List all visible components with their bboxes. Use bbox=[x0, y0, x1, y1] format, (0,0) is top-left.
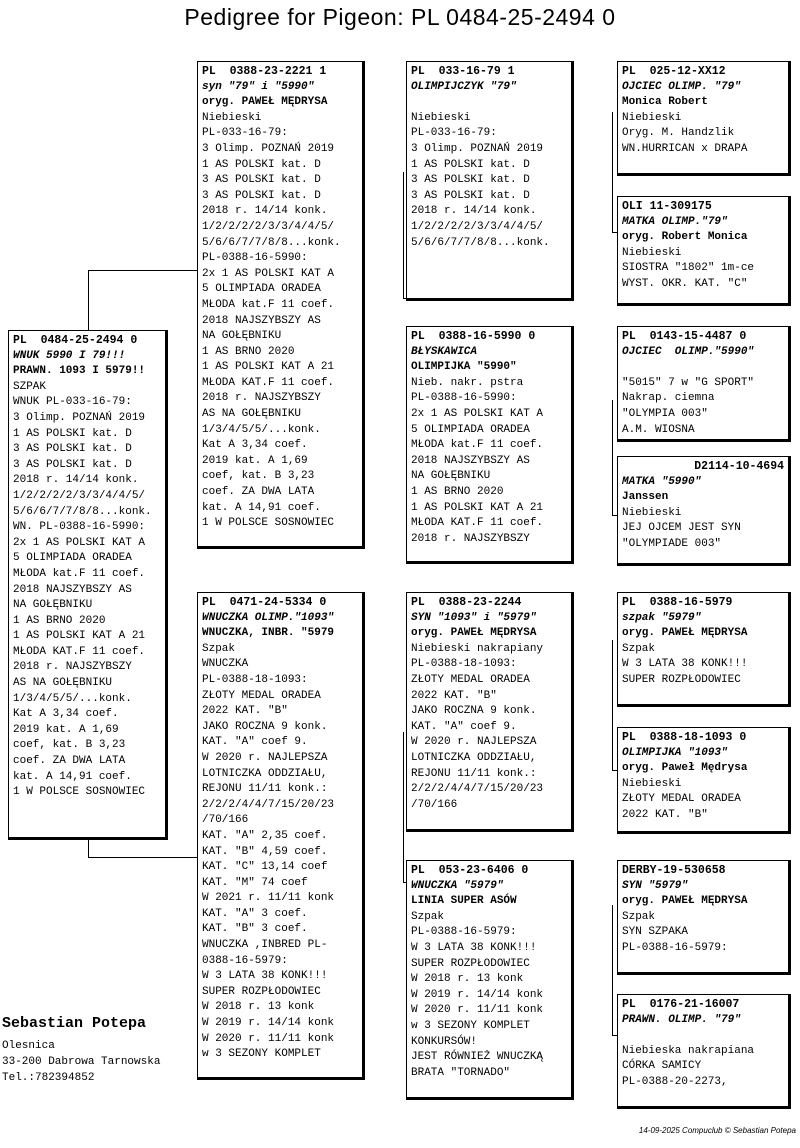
pigeon-detail-line: 5 OLIMPIADA ORADEA bbox=[202, 283, 321, 296]
page-title: Pedigree for Pigeon: PL 0484-25-2494 0 bbox=[184, 4, 616, 30]
pigeon-detail-line: W 2020 r. 11/11 konk bbox=[411, 1004, 544, 1017]
pigeon-subtitle bbox=[622, 360, 784, 376]
pigeon-detail-line: LOTNICZKA ODDZIAŁU, bbox=[202, 767, 328, 780]
connector-line bbox=[612, 905, 613, 1035]
pigeon-detail-line: SIOSTRA "1802" 1m-ce bbox=[622, 262, 755, 275]
pigeon-detail-line: PL-0388-16-5979: bbox=[622, 941, 728, 954]
pigeon-detail-line: Oryg. M. Handzlik bbox=[622, 127, 735, 140]
connector-line bbox=[403, 732, 404, 882]
pigeon-detail-line: JEJ OJCEM JEST SYN bbox=[622, 522, 741, 535]
pigeon-subtitle: oryg. Paweł Mędrysa bbox=[622, 762, 748, 775]
pigeon-subtitle bbox=[411, 95, 567, 111]
pigeon-name: syn "79" i "5990" bbox=[202, 80, 315, 93]
pigeon-detail-line: A.M. WIOSNA bbox=[622, 423, 695, 436]
pigeon-detail-line: coef, kat. B 3,23 bbox=[13, 739, 126, 752]
pigeon-detail-line: 1 AS BRNO 2020 bbox=[202, 345, 295, 358]
pigeon-card-mmf[interactable] bbox=[617, 860, 791, 975]
pigeon-subtitle: Janssen bbox=[622, 491, 669, 504]
pigeon-detail-line: PL-0388-16-5990: bbox=[202, 252, 308, 265]
pigeon-detail-line: 5/6/6/7/7/8/8...konk. bbox=[13, 505, 152, 518]
pigeon-detail-line: 1 AS POLSKI KAT A 21 bbox=[202, 361, 335, 374]
pigeon-ring-id: PL 033-16-79 1 bbox=[411, 65, 515, 78]
footer-credit: 14-09-2025 Compuclub © Sebastian Potepa bbox=[638, 1126, 796, 1135]
pigeon-name: WNUCZKA "5979" bbox=[411, 879, 504, 892]
pigeon-card-mmm[interactable] bbox=[617, 994, 791, 1109]
pigeon-detail-line: 2018 NAJSZYBSZY AS bbox=[202, 314, 321, 327]
pigeon-detail-line: WNUCZKA ,INBRED PL- bbox=[202, 939, 328, 952]
pigeon-detail-line: WNUK PL-033-16-79: bbox=[13, 396, 132, 409]
pigeon-detail-line: REJONU 11/11 konk.: bbox=[202, 783, 328, 796]
pigeon-card-father[interactable] bbox=[197, 61, 365, 549]
pigeon-detail-line: Niebieski bbox=[622, 246, 682, 259]
pigeon-detail-line: /70/166 bbox=[411, 798, 458, 811]
connector-line bbox=[88, 270, 198, 271]
pigeon-detail-line: JEST RÓWNIEŻ WNUCZKĄ bbox=[411, 1051, 544, 1064]
pigeon-detail-line: Niebieski bbox=[622, 111, 682, 124]
pigeon-detail-line: 2019 kat. A 1,69 bbox=[202, 454, 308, 467]
pigeon-name: PRAWN. OLIMP. "79" bbox=[622, 1013, 741, 1026]
pigeon-detail-line: W 3 LATA 38 KONK!!! bbox=[622, 658, 748, 671]
pigeon-ring-id: PL 0388-23-2221 1 bbox=[202, 65, 327, 78]
pigeon-subtitle: oryg. Robert Monica bbox=[622, 231, 748, 244]
pigeon-card-mfm[interactable] bbox=[617, 727, 791, 834]
pigeon-detail-line: 2x 1 AS POLSKI KAT A bbox=[202, 267, 335, 280]
pigeon-detail-line: SUPER ROZPŁODOWIEC bbox=[622, 673, 741, 686]
pigeon-detail-line: W 3 LATA 38 KONK!!! bbox=[202, 970, 328, 983]
pigeon-ring-id: PL 0176-21-16007 bbox=[622, 998, 740, 1011]
connector-line bbox=[612, 400, 613, 515]
pigeon-detail-line: KAT. "M" 74 coef bbox=[202, 876, 308, 889]
pigeon-detail-line: 1 AS POLSKI KAT A 21 bbox=[411, 501, 544, 514]
pigeon-detail-line: 1 AS POLSKI kat. D bbox=[202, 158, 321, 171]
pigeon-detail-line: PL-0388-18-1093: bbox=[202, 673, 308, 686]
pigeon-card-fmm[interactable] bbox=[617, 456, 791, 566]
pigeon-ring-id: PL 0388-16-5990 0 bbox=[411, 330, 536, 343]
owner-phone: Tel.:782394852 bbox=[2, 1072, 95, 1084]
pigeon-detail-line: LOTNICZKA ODDZIAŁU, bbox=[411, 751, 537, 764]
pigeon-detail-line: NA GOŁĘBNIKU bbox=[411, 470, 491, 483]
pigeon-detail-line: Kat A 3,34 coef. bbox=[202, 439, 308, 452]
pigeon-detail-line: 5/6/6/7/7/8/8...konk. bbox=[411, 236, 550, 249]
pigeon-detail-line: 1/2/2/2/2/3/3/4/4/5/ bbox=[411, 220, 544, 233]
pigeon-detail-line: 1/2/2/2/2/3/3/4/4/5/ bbox=[202, 220, 335, 233]
pigeon-subtitle: oryg. PAWEŁ MĘDRYSA bbox=[411, 627, 537, 640]
pigeon-card-mother-father[interactable] bbox=[406, 592, 574, 832]
pigeon-detail-line: WNUCZKA bbox=[202, 658, 249, 671]
pigeon-detail-line: 1 AS BRNO 2020 bbox=[411, 485, 504, 498]
pigeon-ring-id: PL 0143-15-4487 0 bbox=[622, 330, 747, 343]
pigeon-detail-line: coef. ZA DWA LATA bbox=[13, 755, 126, 768]
pigeon-detail-line: PL-0388-18-1093: bbox=[411, 658, 517, 671]
connector-line bbox=[612, 112, 613, 232]
pigeon-detail-line: PL-033-16-79: bbox=[411, 127, 497, 140]
pigeon-detail-line: MŁODA KAT.F 11 coef. bbox=[202, 376, 335, 389]
pigeon-name: szpak "5979" bbox=[622, 611, 702, 624]
pigeon-detail-line: MŁODA KAT.F 11 coef. bbox=[411, 517, 544, 530]
pigeon-subtitle: oryg. PAWEŁ MĘDRYSA bbox=[622, 895, 748, 908]
pigeon-detail-line: 1/3/4/5/5/...konk. bbox=[13, 692, 132, 705]
pigeon-ring-id: PL 0471-24-5334 0 bbox=[202, 596, 327, 609]
pigeon-detail-line: W 2021 r. 11/11 konk bbox=[202, 892, 335, 905]
pigeon-detail-line: Szpak bbox=[622, 642, 656, 655]
pigeon-detail-line: 2/2/2/4/4/7/15/20/23 bbox=[411, 783, 544, 796]
pigeon-ring-id: OLI 11-309175 bbox=[622, 200, 712, 213]
pigeon-detail-line: W 2018 r. 13 konk bbox=[411, 973, 524, 986]
pigeon-detail-line: REJONU 11/11 konk.: bbox=[411, 767, 537, 780]
pigeon-name: SYN "1093" i "5979" bbox=[411, 611, 537, 624]
pigeon-card-main[interactable] bbox=[8, 330, 168, 840]
pigeon-detail-line: 1/2/2/2/2/3/3/4/4/5/ bbox=[13, 489, 146, 502]
pigeon-detail-line: KAT. "B" 4,59 coef. bbox=[202, 845, 328, 858]
pigeon-name: WNUCZKA OLIMP."1093" bbox=[202, 611, 335, 624]
pigeon-card-mother-mother[interactable] bbox=[406, 860, 574, 1100]
pigeon-detail-line: 2022 KAT. "B" bbox=[202, 705, 288, 718]
pigeon-detail-line: W 2019 r. 14/14 konk bbox=[411, 988, 544, 1001]
pigeon-detail-line: coef. ZA DWA LATA bbox=[202, 486, 315, 499]
owner-address-line: 33-200 Dabrowa Tarnowska bbox=[2, 1056, 161, 1068]
pigeon-card-ffm[interactable] bbox=[617, 196, 791, 306]
pigeon-detail-line: SYN SZPAKA bbox=[622, 926, 689, 939]
pigeon-detail-line: 3 Olimp. POZNAŃ 2019 bbox=[202, 142, 335, 155]
pigeon-detail-line: SUPER ROZPŁODOWIEC bbox=[202, 985, 321, 998]
pigeon-detail-line: W 2019 r. 14/14 konk bbox=[202, 1017, 335, 1030]
pigeon-card-mother[interactable] bbox=[197, 592, 365, 1080]
pigeon-subtitle: WNUCZKA, INBR. "5979 bbox=[202, 627, 335, 640]
pigeon-detail-line: MŁODA kat.F 11 coef. bbox=[13, 567, 146, 580]
pigeon-detail-line: 3 AS POLSKI kat. D bbox=[411, 174, 530, 187]
pigeon-name: MATKA OLIMP."79" bbox=[622, 215, 728, 228]
pigeon-subtitle: OLIMPIJKA "5990" bbox=[411, 361, 517, 374]
pigeon-name: OLIMPIJCZYK "79" bbox=[411, 80, 517, 93]
pigeon-detail-line: 3 AS POLSKI kat. D bbox=[411, 189, 530, 202]
pigeon-name: BŁYSKAWICA bbox=[411, 345, 478, 358]
pigeon-detail-line: /70/166 bbox=[202, 814, 249, 827]
pigeon-detail-line: coef, kat. B 3,23 bbox=[202, 470, 315, 483]
pigeon-name: OLIMPIJKA "1093" bbox=[622, 746, 728, 759]
pigeon-detail-line: 2018 r. NAJSZYBSZY bbox=[202, 392, 321, 405]
pigeon-detail-line: W 3 LATA 38 KONK!!! bbox=[411, 941, 537, 954]
pigeon-detail-line: NA GOŁĘBNIKU bbox=[202, 330, 282, 343]
pigeon-detail-line: Nakrap. ciemna bbox=[622, 392, 715, 405]
pigeon-detail-line: KAT. "B" 3 coef. bbox=[202, 923, 308, 936]
pigeon-ring-id: D2114-10-4694 bbox=[694, 460, 784, 473]
pigeon-detail-line: 1/3/4/5/5/...konk. bbox=[202, 423, 321, 436]
pigeon-detail-line: WN.HURRICAN x DRAPA bbox=[622, 142, 748, 155]
pigeon-detail-line: Szpak bbox=[202, 642, 236, 655]
pigeon-ring-id: PL 0484-25-2494 0 bbox=[13, 334, 138, 347]
pigeon-detail-line: WN. PL-0388-16-5990: bbox=[13, 521, 146, 534]
pigeon-detail-line: 2018 NAJSZYBSZY AS bbox=[13, 583, 132, 596]
pigeon-detail-line: Szpak bbox=[622, 910, 656, 923]
pigeon-detail-line: 1 AS POLSKI KAT A 21 bbox=[13, 630, 146, 643]
pigeon-name: OJCIEC OLIMP. "79" bbox=[622, 80, 741, 93]
pigeon-detail-line: 2/2/2/4/4/7/15/20/23 bbox=[202, 798, 335, 811]
pigeon-detail-line: JAKO ROCZNA 9 konk. bbox=[202, 720, 328, 733]
pigeon-subtitle: Monica Robert bbox=[622, 96, 708, 109]
pigeon-ring-id: PL 025-12-XX12 bbox=[622, 65, 726, 78]
pigeon-detail-line: 0388-16-5979: bbox=[202, 954, 288, 967]
pigeon-detail-line: KONKURSÓW! bbox=[411, 1035, 478, 1048]
pigeon-detail-line: KAT. "A" 2,35 coef. bbox=[202, 829, 328, 842]
pigeon-detail-line: "OLYMPIA 003" bbox=[622, 407, 708, 420]
pigeon-detail-line: JAKO ROCZNA 9 konk. bbox=[411, 705, 537, 718]
pigeon-detail-line: 1 AS POLSKI kat. D bbox=[411, 158, 530, 171]
pigeon-detail-line: 2018 r. 14/14 konk. bbox=[411, 205, 537, 218]
pigeon-detail-line: KAT. "C" 13,14 coef bbox=[202, 861, 328, 874]
pigeon-detail-line: 5 OLIMPIADA ORADEA bbox=[13, 552, 132, 565]
pigeon-detail-line: 2x 1 AS POLSKI KAT A bbox=[411, 407, 544, 420]
owner-address-line: Olesnica bbox=[2, 1040, 55, 1052]
pigeon-name: WNUK 5990 I 79!!! bbox=[13, 349, 126, 362]
connector-line bbox=[403, 172, 404, 298]
pigeon-detail-line: Kat A 3,34 coef. bbox=[13, 708, 119, 721]
pigeon-detail-line: W 2020 r. 11/11 konk bbox=[202, 1032, 335, 1045]
connector-line bbox=[612, 640, 613, 770]
pigeon-card-father-father[interactable] bbox=[406, 61, 574, 301]
pigeon-detail-line: KAT. "A" 3 coef. bbox=[202, 907, 308, 920]
pigeon-detail-line: Szpak bbox=[411, 910, 445, 923]
pigeon-detail-line: PL-0388-20-2273, bbox=[622, 1075, 728, 1088]
pigeon-subtitle bbox=[622, 1028, 784, 1044]
pigeon-detail-line: w 3 SEZONY KOMPLET bbox=[202, 1048, 321, 1061]
pigeon-detail-line: W 2020 r. NAJLEPSZA bbox=[411, 736, 537, 749]
pigeon-ring-id: PL 053-23-6406 0 bbox=[411, 864, 529, 877]
owner-name: Sebastian Potepa bbox=[2, 1015, 147, 1032]
pigeon-detail-line: Niebieski bbox=[622, 777, 682, 790]
pigeon-detail-line: 3 Olimp. POZNAŃ 2019 bbox=[13, 411, 146, 424]
pigeon-detail-line: 3 AS POLSKI kat. D bbox=[13, 443, 132, 456]
pigeon-detail-line: PL-0388-16-5979: bbox=[411, 926, 517, 939]
pigeon-detail-line: ZŁOTY MEDAL ORADEA bbox=[411, 673, 530, 686]
pigeon-detail-line: NA GOŁĘBNIKU bbox=[13, 599, 93, 612]
pigeon-subtitle: PRAWN. 1093 I 5979!! bbox=[13, 365, 146, 378]
pigeon-detail-line: 3 AS POLSKI kat. D bbox=[13, 458, 132, 471]
pigeon-card-fmf[interactable] bbox=[617, 326, 791, 442]
connector-line bbox=[88, 270, 89, 332]
pigeon-name: MATKA "5990" bbox=[622, 475, 702, 488]
pigeon-detail-line: "5015" 7 w "G SPORT" bbox=[622, 376, 755, 389]
pigeon-detail-line: 1 AS BRNO 2020 bbox=[13, 614, 106, 627]
pigeon-name: OJCIEC OLIMP."5990" bbox=[622, 345, 755, 358]
pigeon-detail-line: 2019 kat. A 1,69 bbox=[13, 723, 119, 736]
pigeon-detail-line: 2018 r. 14/14 konk. bbox=[13, 474, 139, 487]
pigeon-detail-line: PL-0388-16-5990: bbox=[411, 392, 517, 405]
pigeon-detail-line: 2022 KAT. "B" bbox=[622, 808, 708, 821]
connector-line bbox=[88, 838, 89, 858]
pigeon-detail-line: "OLYMPIADE 003" bbox=[622, 537, 722, 550]
pigeon-ring-id: PL 0388-23-2244 bbox=[411, 596, 522, 609]
pigeon-detail-line: WYST. OKR. KAT. "C" bbox=[622, 277, 748, 290]
pigeon-detail-line: MŁODA kat.F 11 coef. bbox=[202, 298, 335, 311]
pigeon-detail-line: 3 AS POLSKI kat. D bbox=[202, 174, 321, 187]
pigeon-detail-line: ZŁOTY MEDAL ORADEA bbox=[622, 793, 741, 806]
pigeon-subtitle: oryg. PAWEŁ MĘDRYSA bbox=[622, 627, 748, 640]
pigeon-detail-line: MŁODA KAT.F 11 coef. bbox=[13, 645, 146, 658]
pigeon-subtitle: oryg. PAWEŁ MĘDRYSA bbox=[202, 96, 328, 109]
pigeon-detail-line: 5 OLIMPIADA ORADEA bbox=[411, 423, 530, 436]
pigeon-detail-line: w 3 SEZONY KOMPLET bbox=[411, 1019, 530, 1032]
pigeon-detail-line: 2018 NAJSZYBSZY AS bbox=[411, 454, 530, 467]
pigeon-name: SYN "5979" bbox=[622, 879, 689, 892]
pigeon-detail-line: W 2020 r. NAJLEPSZA bbox=[202, 751, 328, 764]
pigeon-detail-line: KAT. "A" coef 9. bbox=[411, 720, 517, 733]
pigeon-detail-line: AS NA GOŁĘBNIKU bbox=[202, 408, 302, 421]
pigeon-detail-line: kat. A 14,91 coef. bbox=[13, 770, 132, 783]
pigeon-detail-line: 2018 r. 14/14 konk. bbox=[202, 205, 328, 218]
pigeon-detail-line: 5/6/6/7/7/8/8...konk. bbox=[202, 236, 341, 249]
pigeon-detail-line: Niebieski bbox=[411, 111, 471, 124]
pigeon-detail-line: AS NA GOŁĘBNIKU bbox=[13, 677, 113, 690]
pigeon-detail-line: KAT. "A" coef 9. bbox=[202, 736, 308, 749]
pigeon-detail-line: Niebieska nakrapiana bbox=[622, 1044, 755, 1057]
pigeon-detail-line: 2022 KAT. "B" bbox=[411, 689, 497, 702]
pigeon-ring-id: DERBY-19-530658 bbox=[622, 864, 726, 877]
pigeon-detail-line: 2x 1 AS POLSKI KAT A bbox=[13, 536, 146, 549]
pigeon-detail-line: 2018 r. NAJSZYBSZY bbox=[411, 532, 530, 545]
pigeon-detail-line: Niebieski bbox=[202, 111, 262, 124]
pigeon-subtitle: LINIA SUPER ASÓW bbox=[411, 895, 517, 908]
pigeon-detail-line: 1 AS POLSKI kat. D bbox=[13, 427, 132, 440]
pigeon-detail-line: CÓRKA SAMICY bbox=[622, 1060, 702, 1073]
pigeon-detail-line: PL-033-16-79: bbox=[202, 127, 288, 140]
pigeon-detail-line: Niebieski bbox=[622, 506, 682, 519]
pigeon-detail-line: BRATA "TORNADO" bbox=[411, 1066, 511, 1079]
pigeon-detail-line: 3 Olimp. POZNAŃ 2019 bbox=[411, 142, 544, 155]
pigeon-ring-id: PL 0388-18-1093 0 bbox=[622, 731, 747, 744]
pigeon-detail-line: W 2018 r. 13 konk bbox=[202, 1001, 315, 1014]
pigeon-card-fff[interactable] bbox=[617, 61, 791, 176]
pigeon-detail-line: ZŁOTY MEDAL ORADEA bbox=[202, 689, 321, 702]
pigeon-detail-line: 1 W POLSCE SOSNOWIEC bbox=[13, 786, 146, 799]
connector-line bbox=[88, 857, 198, 858]
pigeon-ring-id: PL 0388-16-5979 bbox=[622, 596, 733, 609]
pigeon-detail-line: Niebieski nakrapiany bbox=[411, 642, 544, 655]
pigeon-detail-line: SZPAK bbox=[13, 380, 47, 393]
pigeon-detail-line: SUPER ROZPŁODOWIEC bbox=[411, 957, 530, 970]
pigeon-detail-line: 2018 r. NAJSZYBSZY bbox=[13, 661, 132, 674]
pigeon-card-father-mother[interactable] bbox=[406, 326, 574, 564]
pigeon-detail-line: kat. A 14,91 coef. bbox=[202, 501, 321, 514]
pigeon-detail-line: 3 AS POLSKI kat. D bbox=[202, 189, 321, 202]
pigeon-detail-line: MŁODA kat.F 11 coef. bbox=[411, 439, 544, 452]
pigeon-card-mff[interactable] bbox=[617, 592, 791, 707]
pigeon-detail-line: Nieb. nakr. pstra bbox=[411, 376, 524, 389]
pigeon-detail-line: 1 W POLSCE SOSNOWIEC bbox=[202, 517, 335, 530]
